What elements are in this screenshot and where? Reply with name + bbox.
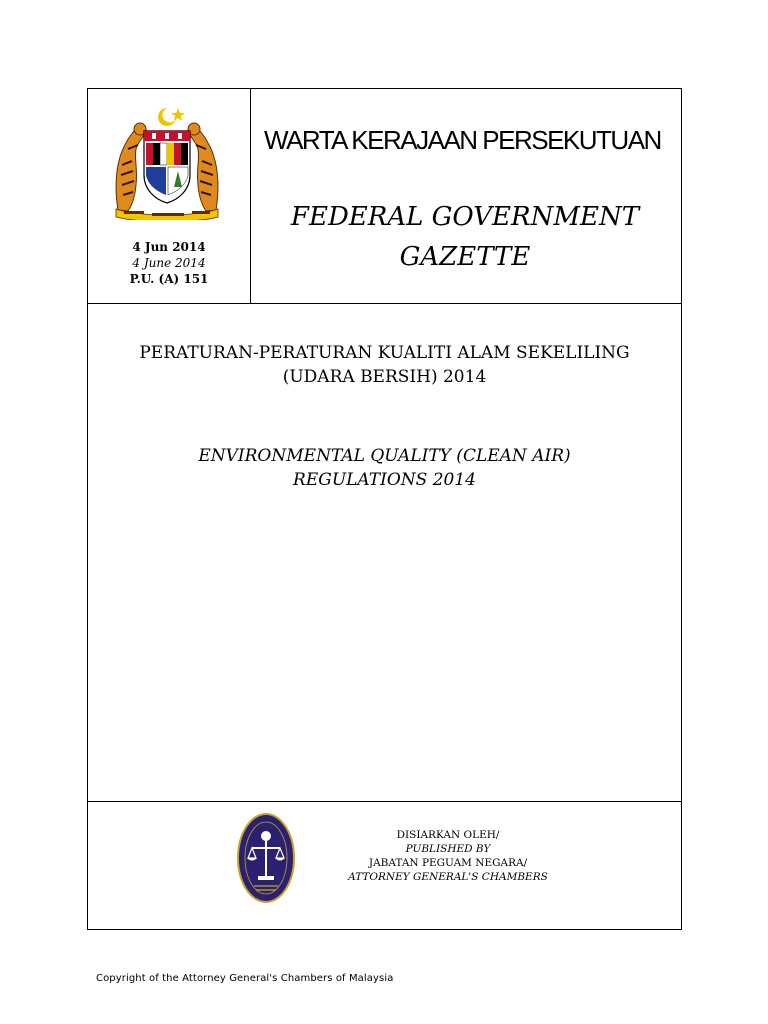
gazette-title-ms: WARTA KERAJAAN PERSEKUTUAN xyxy=(264,125,661,155)
pu-number: P.U. (A) 151 xyxy=(129,272,209,286)
publisher-line3: JABATAN PEGUAM NEGARA/ xyxy=(368,857,528,869)
gazette-header-box xyxy=(87,88,682,304)
date-en: 4 June 2014 xyxy=(132,256,206,270)
crest-date-cell xyxy=(88,89,251,303)
regulation-title-ms-line1: PERATURAN-PERATURAN KUALITI ALAM SEKELILING xyxy=(139,343,630,363)
publisher-line1: DISIARKAN OLEH/ xyxy=(396,829,500,841)
date-ms: 4 Jun 2014 xyxy=(132,240,206,254)
gazette-title-en xyxy=(250,197,680,277)
publisher-line2: PUBLISHED BY xyxy=(405,843,491,855)
publisher-line4: ATTORNEY GENERAL'S CHAMBERS xyxy=(348,871,548,883)
regulation-title-en xyxy=(88,444,681,492)
regulation-title-ms-line2: (UDARA BERSIH) 2014 xyxy=(282,367,487,387)
gazette-title-en-line1: FEDERAL GOVERNMENT xyxy=(290,202,640,232)
regulation-title-en-line1: ENVIRONMENTAL QUALITY (CLEAN AIR) xyxy=(198,446,571,466)
publisher-box xyxy=(87,801,682,930)
malaysia-coat-of-arms-icon xyxy=(108,105,226,220)
gazette-date-block xyxy=(88,239,250,287)
gazette-title-en-line2: GAZETTE xyxy=(399,242,531,272)
publisher-text xyxy=(293,828,603,884)
regulation-title-ms xyxy=(88,341,681,389)
regulation-title-en-line2: REGULATIONS 2014 xyxy=(293,470,476,490)
copyright-notice: Copyright of the Attorney General's Chambers of Malaysia xyxy=(96,973,394,984)
attorney-general-chambers-logo-icon xyxy=(236,812,296,904)
regulation-title-box xyxy=(87,303,682,802)
